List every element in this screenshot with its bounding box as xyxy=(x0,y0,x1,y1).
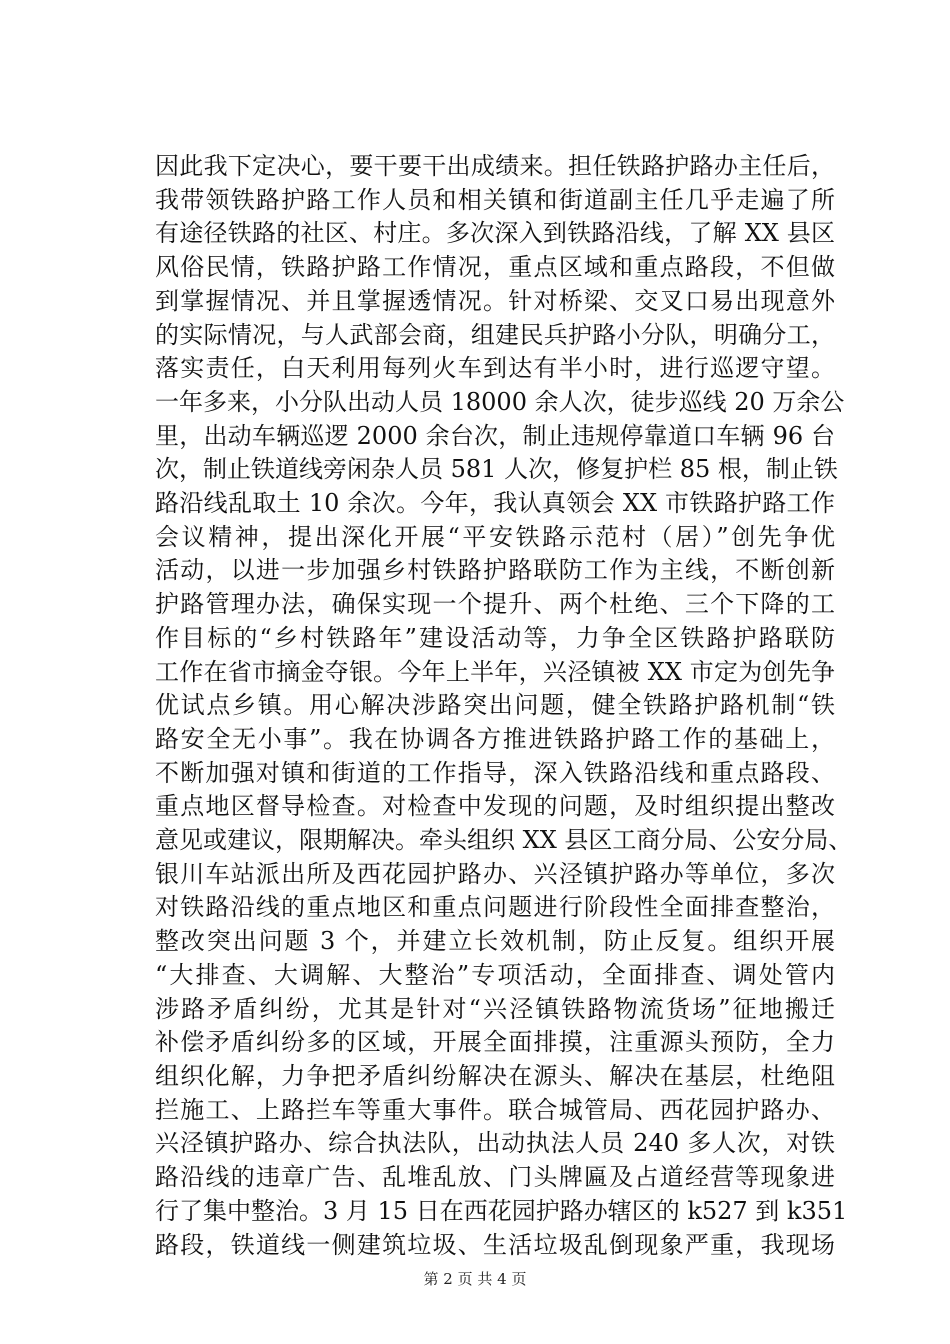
text-line: 优试点乡镇。用心解决涉路突出问题，健全铁路护路机制“铁 xyxy=(155,691,835,720)
text-line: 路沿线的违章广告、乱堆乱放、门头牌匾及占道经营等现象进 xyxy=(155,1163,835,1192)
text-line: 的实际情况，与人武部会商，组建民兵护路小分队，明确分工， xyxy=(155,320,835,349)
text-line: 路沿线乱取土 10 余次。今年，我认真领会 XX 市铁路护路工作 xyxy=(155,489,835,518)
text-line: 因此我下定决心，要干要干出成绩来。担任铁路护路办主任后， xyxy=(155,152,835,180)
text-line: 对铁路沿线的重点地区和重点问题进行阶段性全面排查整治， xyxy=(155,893,835,922)
text-line: 路段，铁道线一侧建筑垃圾、生活垃圾乱倒现象严重，我现场 xyxy=(155,1230,835,1259)
text-line: 路安全无小事”。我在协调各方推进铁路护路工作的基础上， xyxy=(155,724,835,753)
page-number-footer: 第 2 页 共 4 页 xyxy=(423,1270,527,1288)
text-line: 不断加强对镇和街道的工作指导，深入铁路沿线和重点路段、 xyxy=(155,758,835,787)
text-line: “大排查、大调解、大整治”专项活动，全面排查、调处管内 xyxy=(155,960,835,989)
body-paragraph xyxy=(155,150,853,1262)
text-line: 次，制止铁道线旁闲杂人员 581 人次，修复护栏 85 根，制止铁 xyxy=(155,455,838,484)
text-line: 组织化解，力争把矛盾纠纷解决在源头、解决在基层，杜绝阻 xyxy=(155,1061,835,1090)
text-line: 补偿矛盾纠纷多的区域，开展全面排摸，注重源头预防，全力 xyxy=(155,1028,835,1057)
text-line: 行了集中整治。3 月 15 日在西花园护路办辖区的 k527 到 k351 xyxy=(155,1196,848,1225)
text-line: 里，出动车辆巡逻 2000 余台次，制止违规停靠道口车辆 96 台 xyxy=(155,421,835,450)
text-line: 作目标的“乡村铁路年”建设活动等，力争全区铁路护路联防 xyxy=(155,623,835,652)
text-line: 有途径铁路的社区、村庄。多次深入到铁路沿线，了解 XX 县区 xyxy=(155,219,835,248)
text-line: 护路管理办法，确保实现一个提升、两个杜绝、三个下降的工 xyxy=(155,590,835,619)
text-line: 银川车站派出所及西花园护路办、兴泾镇护路办等单位，多次 xyxy=(155,859,835,888)
text-line: 活动，以进一步加强乡村铁路护路联防工作为主线，不断创新 xyxy=(155,556,835,585)
text-line: 拦施工、上路拦车等重大事件。联合城管局、西花园护路办、 xyxy=(155,1095,835,1124)
text-line: 意见或建议，限期解决。牵头组织 XX 县区工商分局、公安分局、 xyxy=(155,826,853,855)
text-line: 到掌握情况、并且掌握透情况。针对桥梁、交叉口易出现意外 xyxy=(155,286,835,315)
text-line: 会议精神，提出深化开展“平安铁路示范村（居）”创先争优 xyxy=(155,522,835,551)
text-line: 重点地区督导检查。对检查中发现的问题，及时组织提出整改 xyxy=(155,792,835,821)
text-line: 涉路矛盾纠纷，尤其是针对“兴泾镇铁路物流货场”征地搬迁 xyxy=(155,994,835,1023)
text-line: 一年多来，小分队出动人员 18000 余人次，徒步巡线 20 万余公 xyxy=(155,387,845,416)
text-line: 我带领铁路护路工作人员和相关镇和街道副主任几乎走遍了所 xyxy=(155,185,835,214)
text-line: 风俗民情，铁路护路工作情况，重点区域和重点路段，不但做 xyxy=(155,253,835,282)
text-line: 整改突出问题 3 个，并建立长效机制，防止反复。组织开展 xyxy=(155,927,835,956)
text-line: 工作在省市摘金夺银。今年上半年，兴泾镇被 XX 市定为创先争 xyxy=(155,657,835,686)
text-line: 落实责任，白天利用每列火车到达有半小时，进行巡逻守望。 xyxy=(155,354,835,383)
text-line: 兴泾镇护路办、综合执法队，出动执法人员 240 多人次，对铁 xyxy=(155,1129,835,1158)
